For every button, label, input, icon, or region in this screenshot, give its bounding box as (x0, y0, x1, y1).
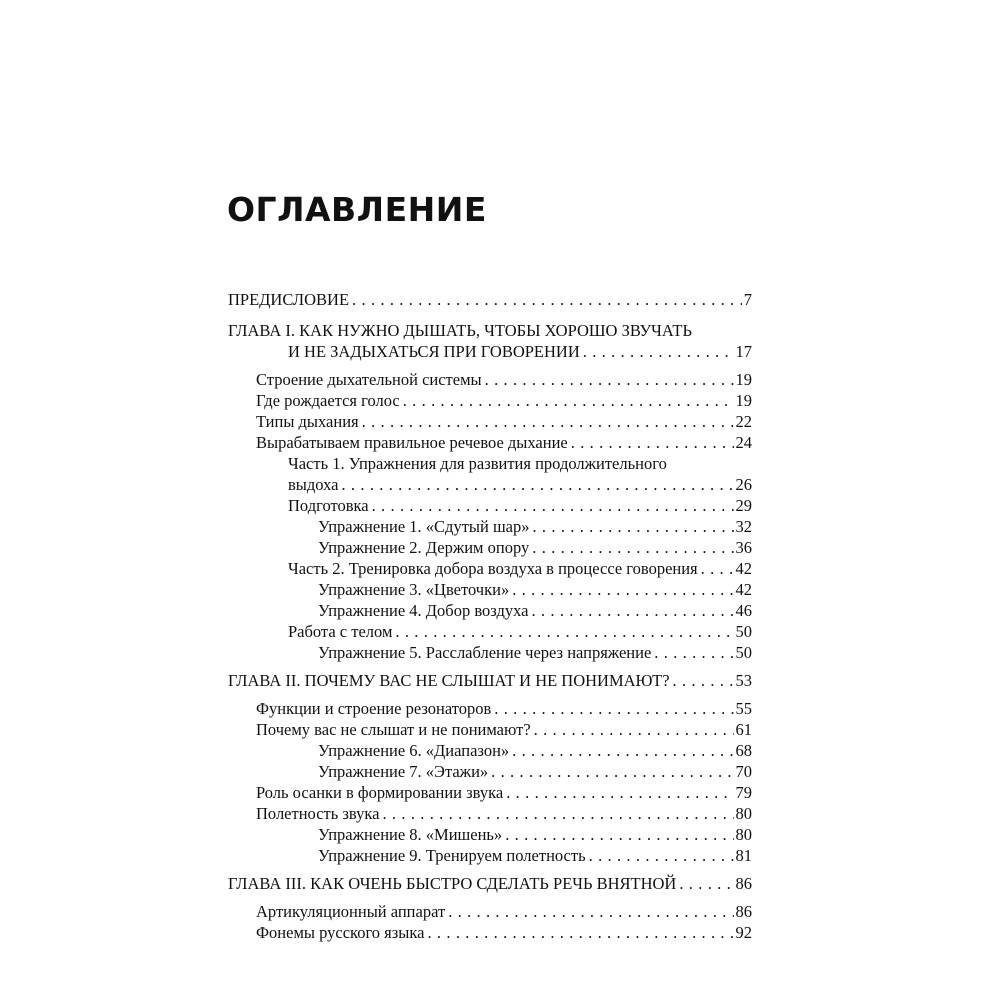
toc-entry-label: Упражнение 6. «Диапазон» (318, 740, 512, 761)
toc-entry[interactable] (228, 369, 752, 390)
toc-page-number: 36 (735, 538, 752, 557)
toc-entry[interactable] (228, 901, 752, 922)
toc-entry[interactable] (228, 432, 752, 453)
toc-entry[interactable] (228, 824, 752, 845)
dot-leader (485, 369, 734, 390)
section-gap (228, 663, 752, 670)
toc-page-number: 50 (735, 622, 752, 641)
toc-entry-label: Почему вас не слышат и не понимают? (256, 719, 534, 740)
toc-page-number: 79 (735, 783, 752, 802)
toc-entry[interactable] (228, 537, 752, 558)
toc-page-number: 19 (735, 370, 752, 389)
toc-page-number: 32 (735, 517, 752, 536)
toc-entry[interactable] (228, 845, 752, 866)
toc-page-number: 86 (735, 874, 752, 893)
toc-entry-label: Вырабатываем правильное речевое дыхание (256, 432, 571, 453)
section-gap (228, 691, 752, 698)
toc-chapter-1-line1[interactable] (228, 320, 752, 341)
dot-leader (679, 873, 733, 894)
section-gap (228, 894, 752, 901)
toc-entry-preface[interactable] (228, 289, 752, 310)
toc-entry[interactable] (228, 740, 752, 761)
toc-entry-label: Подготовка (288, 495, 372, 516)
toc-page-number: 92 (735, 923, 752, 942)
toc-entry[interactable] (228, 579, 752, 600)
toc-page-number: 61 (735, 720, 752, 739)
toc-entry-part-1-line2[interactable] (228, 474, 752, 495)
toc-chapter-3[interactable] (228, 873, 752, 894)
dot-leader (571, 432, 734, 453)
toc-entry-label: Упражнение 2. Держим опору (318, 537, 532, 558)
toc-page-number: 22 (735, 412, 752, 431)
dot-leader (701, 558, 734, 579)
toc-page-number: 26 (735, 475, 752, 494)
toc-entry-label: ГЛАВА I. КАК НУЖНО ДЫШАТЬ, ЧТОБЫ ХОРОШО ЗВУЧАТЬ (228, 321, 692, 340)
toc-entry[interactable] (228, 600, 752, 621)
toc-page-number: 29 (735, 496, 752, 515)
toc-entry[interactable] (228, 621, 752, 642)
dot-leader (382, 803, 733, 824)
dot-leader (534, 719, 734, 740)
table-of-contents (228, 289, 752, 943)
toc-entry-label: Полетность звука (256, 803, 382, 824)
section-gap (228, 866, 752, 873)
toc-entry[interactable] (228, 803, 752, 824)
dot-leader (362, 411, 734, 432)
toc-page-number: 53 (735, 671, 752, 690)
toc-entry-label: Упражнение 1. «Сдутый шар» (318, 516, 532, 537)
toc-page-number: 86 (735, 902, 752, 921)
toc-entry-label: Упражнение 5. Расслабление через напряжение (318, 642, 654, 663)
toc-chapter-1-line2[interactable] (228, 341, 752, 362)
dot-leader (512, 740, 733, 761)
toc-entry-label: Упражнение 7. «Этажи» (318, 761, 491, 782)
toc-page-number: 80 (735, 804, 752, 823)
dot-leader (427, 922, 733, 943)
toc-entry[interactable] (228, 761, 752, 782)
toc-page-number: 68 (735, 741, 752, 760)
dot-leader (532, 537, 733, 558)
toc-page-number: 42 (735, 580, 752, 599)
dot-leader (589, 845, 734, 866)
dot-leader (531, 600, 733, 621)
dot-leader (494, 698, 733, 719)
dot-leader (341, 474, 733, 495)
toc-entry-label: Упражнение 9. Тренируем полетность (318, 845, 589, 866)
toc-entry[interactable] (228, 390, 752, 411)
toc-entry-label: ПРЕДИСЛОВИЕ (228, 289, 352, 310)
page-title: ОГЛАВЛЕНИЕ (227, 190, 487, 229)
toc-entry-label: Работа с телом (288, 621, 395, 642)
dot-leader (395, 621, 733, 642)
toc-entry-label: Часть 2. Тренировка добора воздуха в процессе говорения (288, 558, 701, 579)
toc-entry[interactable] (228, 516, 752, 537)
toc-entry-label: Фонемы русского языка (256, 922, 427, 943)
toc-entry[interactable] (228, 411, 752, 432)
toc-page-number: 81 (735, 846, 752, 865)
toc-entry-label: Упражнение 8. «Мишень» (318, 824, 505, 845)
toc-entry-label: Часть 1. Упражнения для развития продолжительного (288, 454, 667, 473)
toc-entry[interactable] (228, 719, 752, 740)
dot-leader (673, 670, 734, 691)
toc-entry[interactable] (228, 922, 752, 943)
dot-leader (532, 516, 733, 537)
dot-leader (372, 495, 734, 516)
toc-entry-label: Типы дыхания (256, 411, 362, 432)
section-gap (228, 362, 752, 369)
dot-leader (352, 289, 742, 310)
toc-entry[interactable] (228, 782, 752, 803)
dot-leader (403, 390, 734, 411)
toc-entry[interactable] (228, 495, 752, 516)
toc-entry-label: ГЛАВА II. ПОЧЕМУ ВАС НЕ СЛЫШАТ И НЕ ПОНИМАЮТ? (228, 670, 673, 691)
toc-entry-label: Строение дыхательной системы (256, 369, 485, 390)
toc-page-number: 46 (735, 601, 752, 620)
toc-page-number: 80 (735, 825, 752, 844)
toc-entry-label: Упражнение 4. Добор воздуха (318, 600, 531, 621)
toc-page-number: 19 (735, 391, 752, 410)
toc-entry-label: Артикуляционный аппарат (256, 901, 448, 922)
toc-entry-label: выдоха (288, 474, 341, 495)
toc-entry-label: ГЛАВА III. КАК ОЧЕНЬ БЫСТРО СДЕЛАТЬ РЕЧЬ ВНЯТНОЙ (228, 873, 679, 894)
toc-entry-label: И НЕ ЗАДЫХАТЬСЯ ПРИ ГОВОРЕНИИ (288, 341, 583, 362)
toc-entry-label: Где рождается голос (256, 390, 403, 411)
toc-entry-label: Роль осанки в формировании звука (256, 782, 506, 803)
section-gap (228, 310, 752, 320)
dot-leader (491, 761, 733, 782)
toc-page-number: 55 (735, 699, 752, 718)
toc-page-number: 42 (735, 559, 752, 578)
toc-chapter-2[interactable] (228, 670, 752, 691)
toc-page-number: 24 (735, 433, 752, 452)
toc-entry[interactable] (228, 698, 752, 719)
toc-page-number: 17 (735, 342, 752, 361)
dot-leader (583, 341, 734, 362)
dot-leader (448, 901, 733, 922)
toc-entry[interactable] (228, 642, 752, 663)
toc-page-number: 70 (735, 762, 752, 781)
toc-page-number: 50 (735, 643, 752, 662)
toc-entry-label: Функции и строение резонаторов (256, 698, 494, 719)
toc-page-number: 7 (743, 290, 752, 309)
dot-leader (505, 824, 733, 845)
dot-leader (506, 782, 733, 803)
toc-entry-part-1-line1[interactable] (228, 453, 752, 474)
toc-entry[interactable] (228, 558, 752, 579)
dot-leader (654, 642, 733, 663)
toc-entry-label: Упражнение 3. «Цветочки» (318, 579, 512, 600)
dot-leader (512, 579, 733, 600)
